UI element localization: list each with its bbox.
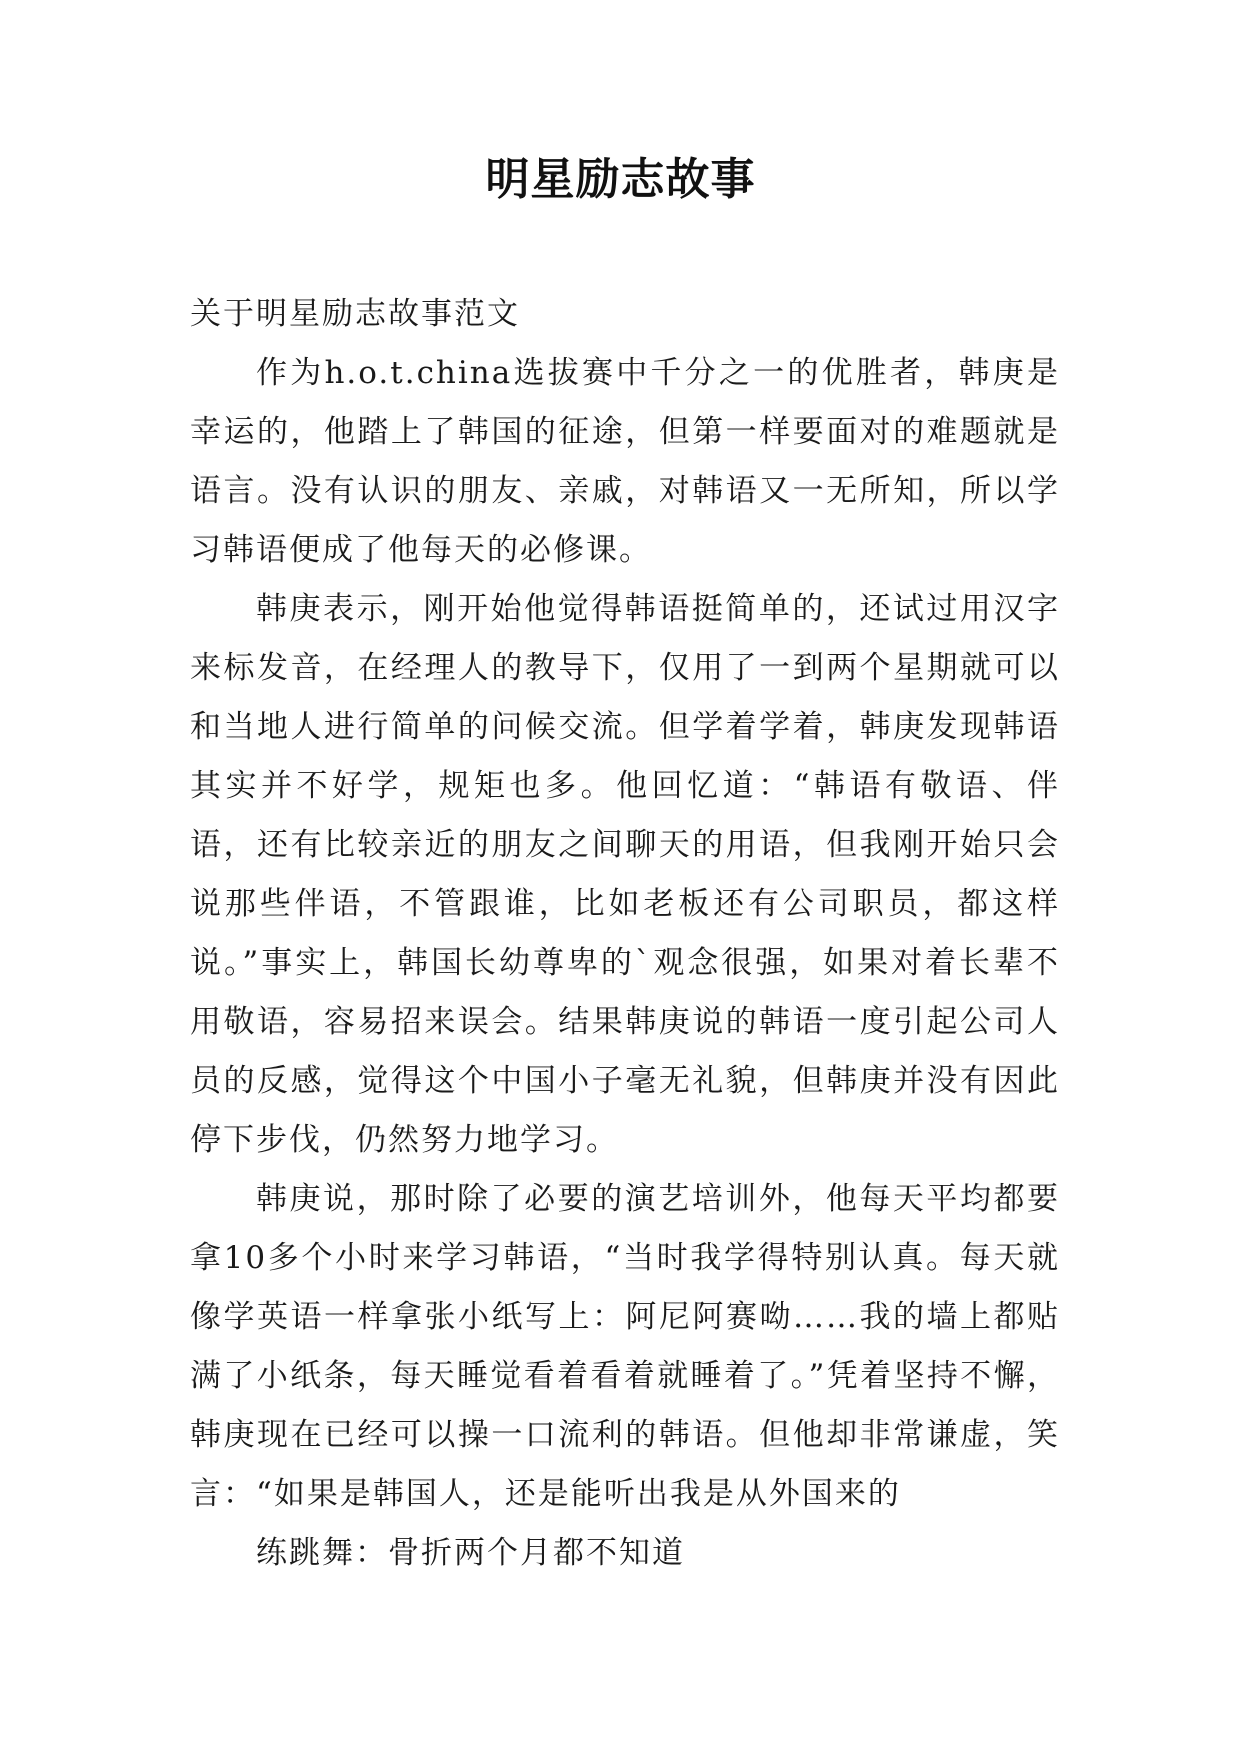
document-subtitle: 关于明星励志故事范文 <box>190 296 520 332</box>
paragraph: 韩庚说，那时除了必要的演艺培训外，他每天平均都要拿10多个小时来学习韩语，“当时我学得特别认真。每天就像学英语一样拿张小纸写上：阿尼阿赛呦……我的墙上都贴满了小纸条，每天睡觉看着看着就睡着了。”凭着坚持不懈，韩庚现在已经可以操一口流利的韩语。但他却非常谦虚，笑言：“如果是韩国人，还是能听出我是从外国来的 <box>190 1181 1060 1512</box>
section-heading: 练跳舞：骨折两个月都不知道 <box>256 1535 685 1571</box>
paragraph: 作为h.o.t.china选拔赛中千分之一的优胜者，韩庚是幸运的，他踏上了韩国的征途，但第一样要面对的难题就是语言。没有认识的朋友、亲戚，对韩语又一无所知，所以学习韩语便成了他每天的必修课。 <box>190 355 1060 568</box>
document-title: 明星励志故事 <box>485 154 756 205</box>
document-body <box>190 285 1060 1583</box>
paragraph: 韩庚表示，刚开始他觉得韩语挺简单的，还试过用汉字来标发音，在经理人的教导下，仅用了一到两个星期就可以和当地人进行简单的问候交流。但学着学着，韩庚发现韩语其实并不好学，规矩也多。他回忆道：“韩语有敬语、伴语，还有比较亲近的朋友之间聊天的用语，但我刚开始只会说那些伴语，不管跟谁，比如老板还有公司职员，都这样说。”事实上，韩国长幼尊卑的`观念很强，如果对着长辈不用敬语，容易招来误会。结果韩庚说的韩语一度引起公司人员的反感，觉得这个中国小子毫无礼貌，但韩庚并没有因此停下步伐，仍然努力地学习。 <box>190 591 1060 1158</box>
